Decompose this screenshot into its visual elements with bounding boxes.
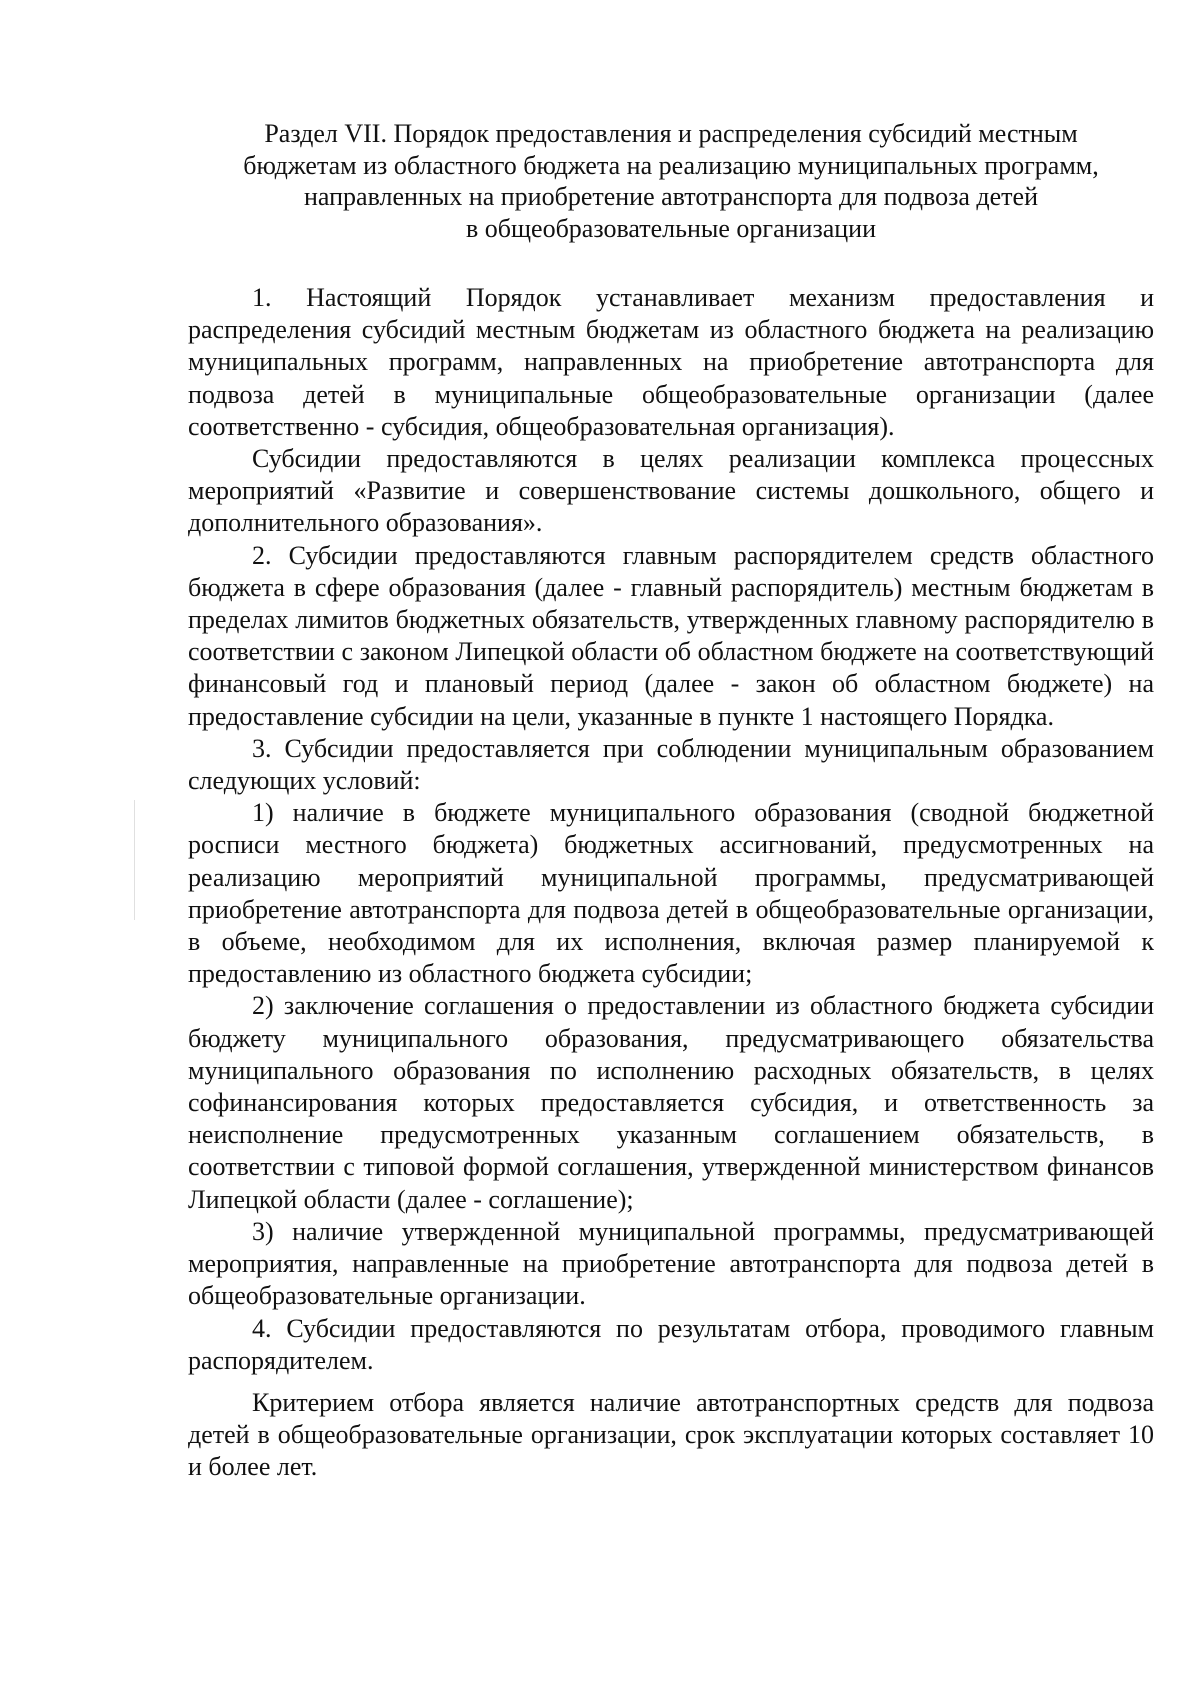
paragraph-3: 3. Субсидии предоставляется при соблюдении муниципальным образованием следующих условий:: [188, 733, 1154, 796]
document-body: [188, 282, 1154, 1484]
condition-1: 1) наличие в бюджете муниципального образования (сводной бюджетной росписи местного бюджета) бюджетных ассигнований, предусмотренных на реализацию мероприятий муниципальной программы, предусматривающей приобретение автотранспорта для подвоза детей в общеобразовательные организации, в объеме, необходимом для их исполнения, включая размер планируемой к предоставлению из областного бюджета субсидии;: [188, 798, 1154, 989]
selection-criterion: Критерием отбора является наличие автотранспортных средств для подвоза детей в общеобразовательные организации, срок эксплуатации которых составляет 10 и более лет.: [188, 1387, 1154, 1482]
title-line: направленных на приобретение автотранспорта для подвоза детей: [304, 182, 1038, 211]
section-title: [188, 118, 1154, 244]
condition-3: 3) наличие утвержденной муниципальной программы, предусматривающей мероприятия, направленные на приобретение автотранспорта для подвоза детей в общеобразовательные организации.: [188, 1216, 1154, 1311]
title-line: Раздел VII. Порядок предоставления и распределения субсидий местным: [264, 119, 1078, 148]
paragraph-4: 4. Субсидии предоставляются по результатам отбора, проводимого главным распорядителем.: [188, 1313, 1154, 1375]
paragraph-2: 2. Субсидии предоставляются главным распорядителем средств областного бюджета в сфере образования (далее - главный распорядитель) местным бюджетам в пределах лимитов бюджетных обязательств, утвержденных главному распорядителю в соответствии с законом Липецкой области об областном бюджете на соответствующий финансовый год и плановый период (далее - закон об областном бюджете) на предоставление субсидии на цели, указанные в пункте 1 настоящего Порядка.: [188, 540, 1154, 731]
paragraph-1-subsidy-purpose: Субсидии предоставляются в целях реализации комплекса процессных мероприятий «Развитие и совершенствование системы дошкольного, общего и дополнительного образования».: [188, 444, 1154, 538]
scan-artifact-line: [134, 800, 135, 920]
condition-2: 2) заключение соглашения о предоставлении из областного бюджета субсидии бюджету муниципального образования, предусматривающего обязательства муниципального образования по исполнению расходных обязательств, в целях софинансирования которых предоставляется субсидия, и ответственность за неисполнение предусмотренных указанным соглашением обязательств, в соответствии с типовой формой соглашения, утвержденной министерством финансов Липецкой области (далее - соглашение);: [188, 991, 1154, 1214]
title-line: бюджетам из областного бюджета на реализацию муниципальных программ,: [243, 150, 1099, 180]
paragraph-1: 1. Настоящий Порядок устанавливает механизм предоставления и распределения субсидий местным бюджетам из областного бюджета на реализацию муниципальных программ, направленных на приобретение автотранспорта для подвоза детей в муниципальные общеобразовательные организации (далее соответственно - субсидия, общеобразовательная организация).: [188, 283, 1154, 441]
document-page: [188, 118, 1154, 1484]
title-line: в общеобразовательные организации: [466, 213, 876, 243]
